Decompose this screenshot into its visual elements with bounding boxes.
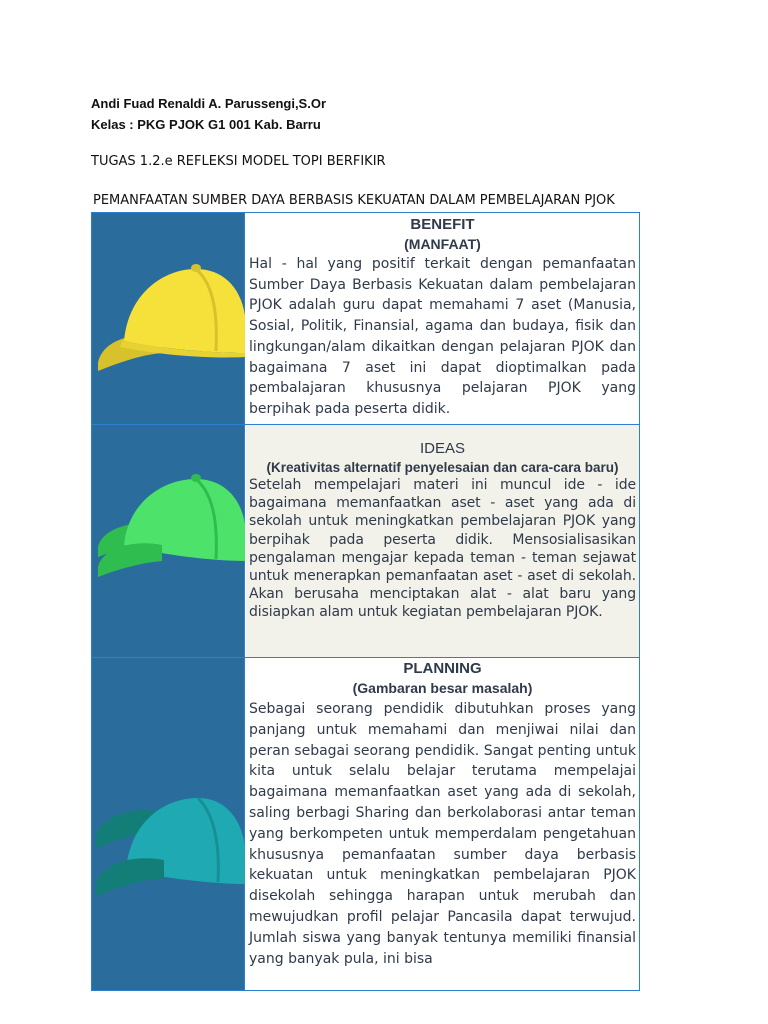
- green-cap-icon: [92, 425, 245, 657]
- row-subtitle: (MANFAAT): [404, 236, 481, 252]
- table-row-planning: [92, 658, 639, 990]
- author-name: Andi Fuad Renaldi A. Parussengi,S.Or: [91, 96, 327, 111]
- row-subtitle: (Gambaran besar masalah): [352, 680, 533, 696]
- teal-cap-icon: [92, 658, 245, 989]
- row-title: IDEAS: [419, 440, 465, 457]
- table-heading: PEMANFAATAN SUMBER DAYA BERBASIS KEKUATAN DALAM PEMBELAJARAN PJOK: [93, 193, 615, 208]
- task-title: TUGAS 1.2.e REFLEKSI MODEL TOPI BERFIKIR: [91, 154, 386, 169]
- row-subtitle: (Kreativitas alternatif penyelesaian dan cara-cara baru): [266, 460, 619, 475]
- row-body: Hal - hal yang positif terkait dengan pemanfaatan Sumber Daya Berbasis Kekuatan dalam pembelajaran PJOK adalah guru dapat memahami 7 aset (Manusia, Sosial, Politik, Finansial, agama dan budaya, fisik dan lingkungan/alam dikaitkan dengan pelajaran PJOK dan bagaimana 7 aset ini dapat dioptimalkan pada pembalajaran khususnya pelajaran PJOK yang berpihak pada peserta didik.: [249, 256, 636, 417]
- table-row-benefit: [92, 213, 639, 425]
- ideas-content: [246, 425, 639, 657]
- planning-content: [246, 658, 639, 990]
- row-body: Setelah mempelajari materi ini muncul ide - ide bagaimana memanfaatkan aset - aset yang ada di sekolah untuk meningkatkan pembelajaran PJOK yang berpihak pada peserta didik. Mensosialisasikan pengalaman mengajar kepada teman - teman sejawat untuk menerapkan pemanfaatan aset - aset di sekolah. Akan berusaha menciptakan alat - alat baru yang disiapkan alam untuk kegiatan pembelajaran PJOK.: [249, 477, 636, 621]
- hat-cell: [92, 658, 245, 990]
- row-body: Sebagai seorang pendidik dibutuhkan proses yang panjang untuk memahami dan menjiwai nilai dan peran sebagai seorang pendidik. Sangat penting untuk kita untuk selalu belajar terutama mempelajai bagaimana memanfaatkan aset yang ada di sekolah, saling berbagi Sharing dan berkolaborasi antar teman yang berkompeten untuk memperdalam pengetahuan khususnya pemanfaatan sumber daya berbasis kekuatan untuk meningkatkan pembelajaran PJOK disekolah sehingga harapan untuk merubah dan mewujudkan profil pelajar Pancasila dapat terwujud. Jumlah siswa yang banyak tentunya memiliki finansial yang banyak pula, ini bisa: [249, 701, 636, 967]
- benefit-content: [246, 213, 639, 424]
- yellow-cap-icon: [92, 213, 245, 424]
- thinking-hats-table: [91, 212, 640, 991]
- row-title: BENEFIT: [410, 216, 475, 233]
- row-title: PLANNING: [403, 660, 482, 677]
- hat-cell: [92, 213, 245, 424]
- class-info: Kelas : PKG PJOK G1 001 Kab. Barru: [91, 117, 321, 132]
- hat-cell: [92, 425, 245, 657]
- table-row-ideas: [92, 425, 639, 658]
- author-block: [91, 93, 326, 135]
